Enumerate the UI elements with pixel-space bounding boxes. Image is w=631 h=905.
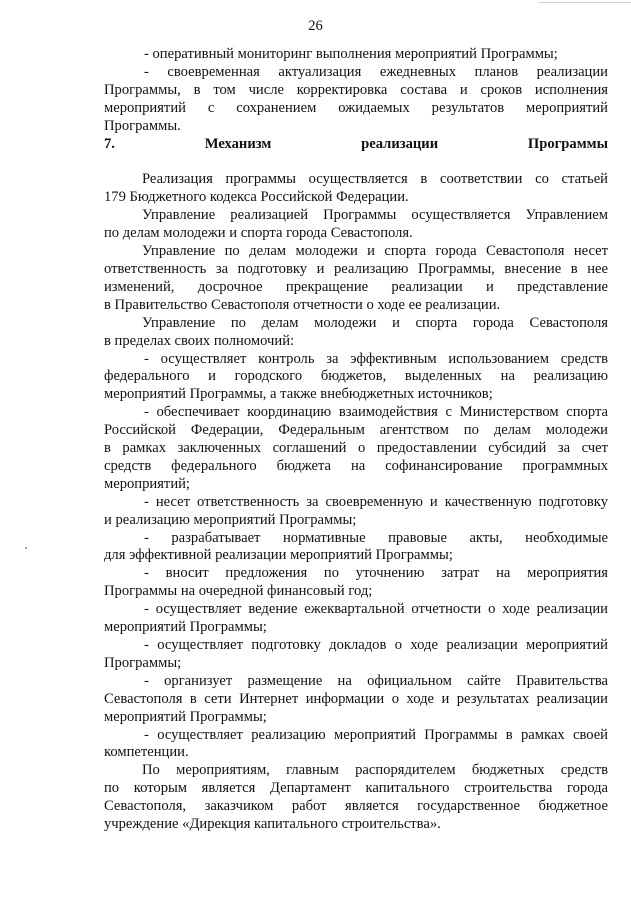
text-line: изменений, досрочное прекращение реализации и представление xyxy=(104,278,608,295)
page-number: 26 xyxy=(308,18,323,34)
text-line: мероприятий Программы, а также внебюджетных источников; xyxy=(104,386,493,403)
text-line: мероприятий Программы; xyxy=(104,708,267,725)
text-line: - своевременная актуализация ежедневных планов реализации xyxy=(144,63,608,80)
section-heading: 7. Механизм реализации Программы xyxy=(104,135,608,152)
text-line: и реализацию мероприятий Программы; xyxy=(104,511,357,528)
text-line: Программы на очередной финансовый год; xyxy=(104,583,373,600)
text-line: - оперативный мониторинг выполнения мероприятий Программы; xyxy=(144,46,558,62)
text-line: Управление по делам молодежи и спорта города Севастополя xyxy=(142,314,608,331)
text-line: - несет ответственность за своевременную и качественную подготовку xyxy=(144,493,608,510)
scan-speck xyxy=(25,547,27,549)
text-line: в пределах своих полномочий: xyxy=(104,332,295,349)
text-line: Программы, в том числе корректировка состава и сроков исполнения xyxy=(104,81,608,98)
text-line: - осуществляет ведение ежеквартальной отчетности о ходе реализации xyxy=(144,601,608,618)
text-line: - осуществляет подготовку докладов о ходе реализации мероприятий xyxy=(144,637,608,653)
text-line: в Правительство Севастополя отчетности о ходе ее реализации. xyxy=(104,296,501,313)
text-line: по которым является Департамент капитального строительства города xyxy=(104,780,608,797)
text-line: Российской Федерации, Федеральным агентством по делам молодежи xyxy=(104,422,608,439)
text-line: - разрабатывает нормативные правовые акты, необходимые xyxy=(144,529,608,546)
text-line: - осуществляет контроль за эффективным использованием средств xyxy=(144,350,608,367)
text-line: Программы; xyxy=(104,654,182,671)
text-line: По мероприятиям, главным распорядителем бюджетных средств xyxy=(142,762,608,779)
text-line: Севастополя, заказчиком работ является государственное бюджетное xyxy=(104,798,608,815)
text-line: ответственность за подготовку и реализацию Программы, внесение в нее xyxy=(104,260,608,277)
text-line: - организует размещение на официальном сайте Правительства xyxy=(144,672,608,689)
text-line: Управление реализацией Программы осуществляется Управлением xyxy=(142,207,608,224)
text-line: федерального и городского бюджетов, выделенных на реализацию xyxy=(104,368,608,385)
text-line: для эффективной реализации мероприятий Программы; xyxy=(104,547,453,564)
text-line: учреждение «Дирекция капитального строительства». xyxy=(104,816,441,833)
text-line: Севастополя в сети Интернет информации о ходе и результатах реализации xyxy=(104,690,608,707)
spacer xyxy=(104,153,608,171)
scan-edge-line xyxy=(539,2,631,3)
text-line: Реализация программы осуществляется в соответствии со статьей xyxy=(142,171,608,188)
text-line: - обеспечивает координацию взаимодействия с Министерством спорта xyxy=(144,404,608,421)
text-line: - вносит предложения по уточнению затрат на мероприятия xyxy=(144,565,608,582)
text-line: мероприятий; xyxy=(104,475,190,492)
text-line: по делам молодежи и спорта города Севастополя. xyxy=(104,225,413,242)
text-line: мероприятий Программы; xyxy=(104,619,267,636)
text-line: Программы. xyxy=(104,117,181,134)
text-line: Управление по делам молодежи и спорта города Севастополя несет xyxy=(142,243,608,260)
text-line: мероприятий с сохранением ожидаемых результатов мероприятий xyxy=(104,99,608,116)
text-line: средств федерального бюджета на софинансирование программных xyxy=(104,457,608,474)
text-line: 179 Бюджетного кодекса Российской Федерации. xyxy=(104,189,409,206)
text-line: компетенции. xyxy=(104,744,189,761)
text-line: - осуществляет реализацию мероприятий Программы в рамках своей xyxy=(144,726,608,743)
document-body xyxy=(104,46,608,834)
text-line: в рамках заключенных соглашений о предоставлении субсидий за счет xyxy=(104,440,608,457)
